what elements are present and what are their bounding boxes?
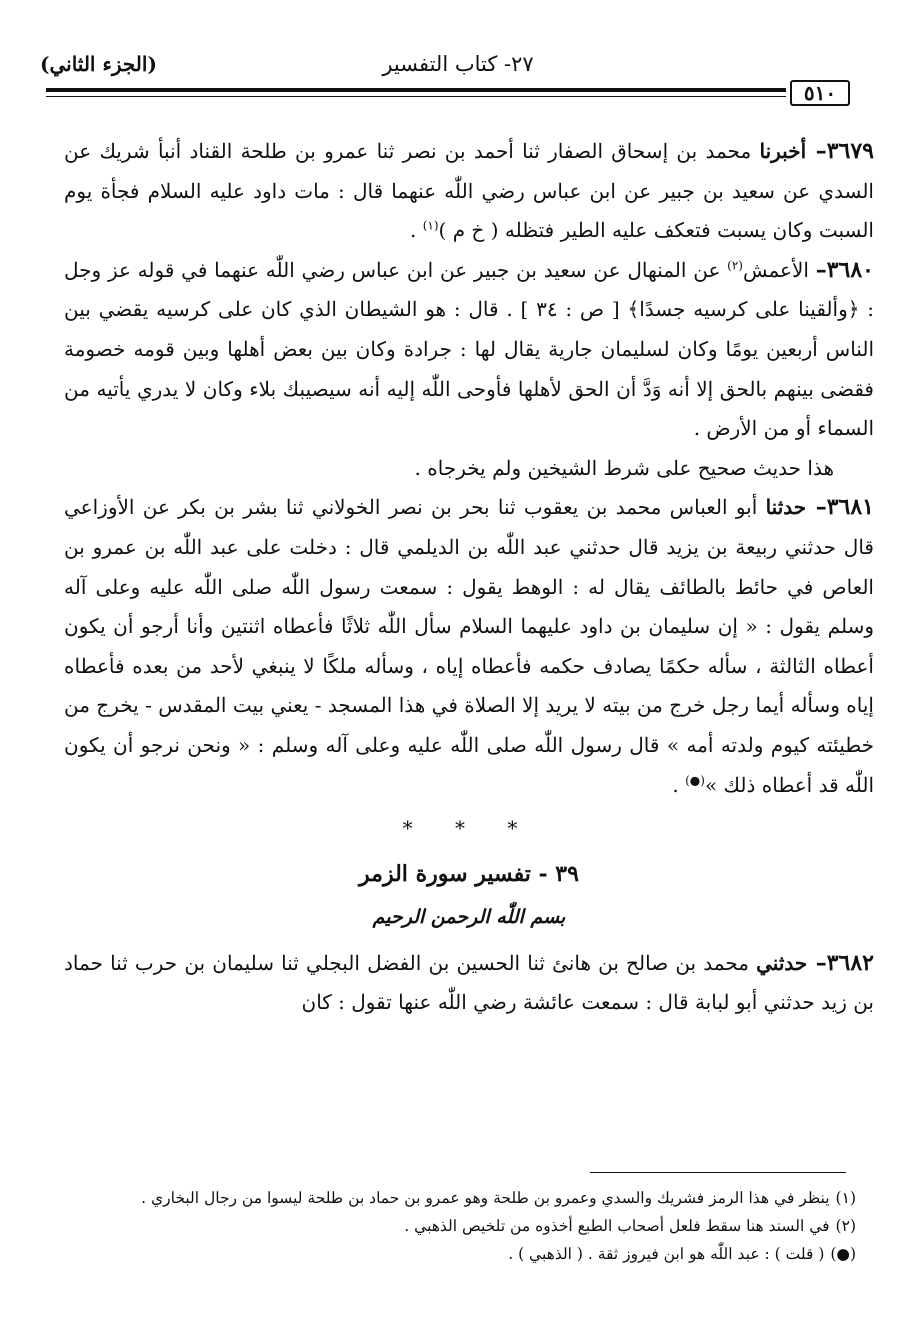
header-rule-thick <box>46 88 786 92</box>
footnote-ref-1[interactable]: (١) <box>422 218 439 233</box>
hadith-3682 <box>64 944 874 1023</box>
footnote-2 <box>56 1212 856 1240</box>
footnote-ref-dot[interactable]: (●) <box>685 772 705 787</box>
footnote-mark: (●) <box>830 1245 856 1263</box>
hadith-tail: . <box>409 218 423 243</box>
footnote-1 <box>56 1184 856 1212</box>
hadith-dash: – <box>807 949 827 976</box>
hadith-3681 <box>64 488 874 805</box>
page-number: ٥١٠ <box>790 80 850 106</box>
hadith-number: ٣٦٨١ <box>826 494 874 521</box>
footnote-text: ينظر في هذا الرمز فشريك والسدي وعمرو بن طلحة وهو عمرو بن حماد بن طلحة ليسوا من رجال البخاري . <box>141 1189 830 1207</box>
chapter-label: ٢٧- كتاب التفسير <box>382 52 534 76</box>
hadith-dash: – <box>815 256 827 283</box>
volume-label: (الجزء الثاني) <box>40 52 157 76</box>
hadith-dash: – <box>806 494 827 521</box>
hadith-text: الأعمش <box>742 257 816 282</box>
surah-heading: ٣٩ - تفسير سورة الزمر <box>359 860 579 887</box>
hadith-lead: حدثنا <box>765 495 807 520</box>
hadith-dash: – <box>806 138 827 164</box>
section-separator: * * * <box>402 816 536 841</box>
hadith-tail: . <box>672 772 686 797</box>
basmala: بسم اللّٰه الرحمن الرحيم <box>372 906 566 929</box>
hadith-text: محمد بن إسحاق الصفار ثنا أحمد بن نصر ثنا عمرو بن طلحة القناد أنبأ شريك عن السدي عن سعيد بن جبير عن ابن عباس رضي اللّٰه عنهما قال : مات داود عليه السلام فجأة يوم السبت وكان يسبت فتعكف عليه الطير فتظله ( خ م ) <box>64 139 874 243</box>
hadith-3679 <box>64 132 874 251</box>
running-header <box>40 52 876 82</box>
main-text <box>64 132 874 1023</box>
hadith-text-cont: عن المنهال عن سعيد بن جبير عن ابن عباس رضي اللّٰه عنهما في قوله عز وجل : ﴿وألقينا على كرسيه جسدًا﴾ [ ص : ٣٤ ] . قال : هو الشيطان الذي كان على كرسيه يقضي بين الناس أربعين يومًا وكان لسليمان جارية يقال لها : جرادة وكان بين بعض أهلها وبين قومه خصومة فقضى بينهم بالحق إلا أنه وَدَّ أن الحق لأهلها فأوحى اللّٰه إليه أنه سيصيبك بلاء وكان لا يدري يأتيه من السماء أو من الأرض . <box>64 257 874 441</box>
footnote-mark: (١) <box>835 1189 856 1207</box>
footnote-text: في السند هنا سقط فلعل أصحاب الطبع أخذوه من تلخيص الذهبي . <box>404 1217 830 1235</box>
hadith-number: ٣٦٨٢ <box>826 949 874 976</box>
hadith-3680 <box>64 251 874 449</box>
footnote-3 <box>56 1240 856 1268</box>
footnote-mark: (٢) <box>835 1217 856 1235</box>
hadith-lead: حدثني <box>756 950 808 975</box>
header-rule-thin <box>46 96 786 97</box>
hadith-number: ٣٦٨٠ <box>826 256 874 283</box>
hadith-number: ٣٦٧٩ <box>826 138 874 164</box>
hadith-lead: أخبرنا <box>759 139 807 163</box>
hadith-grading: هذا حديث صحيح على شرط الشيخين ولم يخرجاه . <box>414 455 834 480</box>
footnote-rule <box>590 1172 846 1173</box>
hadith-text: محمد بن صالح بن هانئ ثنا الحسين بن الفضل البجلي ثنا سليمان بن حرب ثنا حماد بن زيد حدثني أبو لبابة قال : سمعت عائشة رضي اللّٰه عنها تقول : كان <box>64 950 874 1015</box>
footnote-ref-2[interactable]: (٢) <box>727 258 743 273</box>
footnotes <box>56 1184 856 1268</box>
footnote-text: ( قلت ) : عبد اللّٰه هو ابن فيروز ثقة . ( الذهبي ) . <box>508 1245 825 1263</box>
hadith-text: أبو العباس محمد بن يعقوب ثنا بحر بن نصر الخولاني ثنا بشر بن بكر عن الأوزاعي قال حدثني ربيعة بن يزيد قال حدثني عبد اللّٰه بن الديلمي قال : دخلت على عبد اللّٰه بن عمرو بن العاص في حائط بالطائف يقال له : الوهط يقول : سمعت رسول اللّٰه صلى اللّٰه عليه وعلى آله وسلم يقول : « إن سليمان بن داود عليهما السلام سأل اللّٰه ثلاثًا فأعطاه اثنتين وأنا أرجو أن يكون أعطاه الثالثة ، سأله حكمًا يصادف حكمه فأعطاه إياه ، وسأله ملكًا لا ينبغي لأحد من بعده فأعطاه إياه وسأله أيما رجل خرج من بيته لا يريد إلا الصلاة في هذا المسجد - يعني بيت المقدس - يخرج من خطيئته كيوم ولدته أمه » قال رسول اللّٰه صلى اللّٰه عليه وعلى آله وسلم : « ونحن نرجو أن يكون اللّٰه قد أعطاه ذلك » <box>64 495 874 797</box>
